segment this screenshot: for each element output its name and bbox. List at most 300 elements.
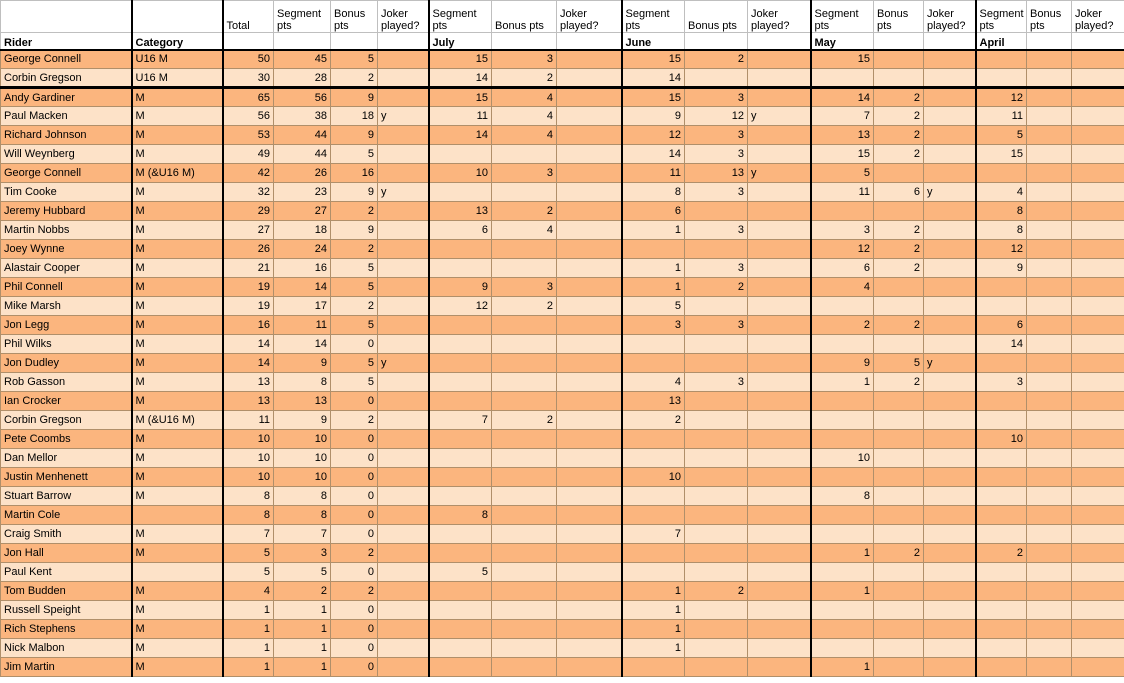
points-cell: 9 [274, 354, 331, 373]
points-cell [1027, 506, 1072, 525]
points-cell [492, 183, 557, 202]
points-cell [685, 202, 748, 221]
points-cell [378, 335, 429, 354]
points-cell: 50 [223, 50, 274, 69]
points-cell [492, 544, 557, 563]
points-cell [492, 601, 557, 620]
table-row [1, 392, 1124, 411]
table-row [1, 107, 1124, 126]
rider-cell: Martin Cole [1, 506, 132, 525]
points-cell: 2 [331, 582, 378, 601]
points-cell [685, 468, 748, 487]
rider-cell: Corbin Gregson [1, 69, 132, 88]
points-cell [748, 506, 811, 525]
points-cell [1072, 449, 1124, 468]
points-cell [1027, 658, 1072, 677]
points-cell [622, 544, 685, 563]
points-cell [1072, 69, 1124, 88]
points-cell [874, 620, 924, 639]
points-cell [378, 639, 429, 658]
table-body [1, 50, 1124, 677]
points-cell [1027, 88, 1072, 107]
points-cell [1027, 126, 1072, 145]
points-cell [557, 468, 622, 487]
header-cell: Joker played? [557, 1, 622, 33]
rider-cell: Martin Nobbs [1, 221, 132, 240]
rider-cell: Nick Malbon [1, 639, 132, 658]
table-row [1, 487, 1124, 506]
points-cell: 1 [811, 373, 874, 392]
points-cell [1072, 335, 1124, 354]
points-cell [1027, 164, 1072, 183]
points-cell: 3 [685, 373, 748, 392]
points-cell [924, 449, 976, 468]
points-cell [622, 240, 685, 259]
points-cell [1072, 107, 1124, 126]
points-cell [429, 316, 492, 335]
points-cell: 19 [223, 297, 274, 316]
points-cell: 12 [811, 240, 874, 259]
points-cell [976, 620, 1027, 639]
points-cell: 8 [976, 202, 1027, 221]
table-row [1, 563, 1124, 582]
points-cell: 3 [492, 164, 557, 183]
points-cell [1072, 145, 1124, 164]
points-cell [378, 297, 429, 316]
points-cell [429, 145, 492, 164]
points-cell [622, 506, 685, 525]
points-cell: 5 [331, 259, 378, 278]
points-cell: 13 [429, 202, 492, 221]
points-cell: 2 [331, 411, 378, 430]
points-cell: 8 [274, 373, 331, 392]
points-cell: 0 [331, 525, 378, 544]
points-cell [557, 221, 622, 240]
points-cell [976, 354, 1027, 373]
rider-cell: George Connell [1, 164, 132, 183]
points-cell: 10 [274, 430, 331, 449]
points-cell [492, 582, 557, 601]
points-cell [748, 88, 811, 107]
points-cell: 15 [811, 50, 874, 69]
points-cell [874, 563, 924, 582]
table-row [1, 601, 1124, 620]
points-cell [874, 392, 924, 411]
table-row [1, 506, 1124, 525]
points-cell: 10 [811, 449, 874, 468]
points-cell [622, 563, 685, 582]
points-cell [429, 525, 492, 544]
header-cell: Segment pts [622, 1, 685, 33]
points-cell [1027, 449, 1072, 468]
points-cell [492, 487, 557, 506]
points-cell [1072, 259, 1124, 278]
points-cell [1027, 620, 1072, 639]
points-cell: 14 [223, 335, 274, 354]
points-cell [1072, 278, 1124, 297]
points-cell: 13 [274, 392, 331, 411]
table-row [1, 316, 1124, 335]
category-cell [132, 563, 223, 582]
category-cell: M [132, 183, 223, 202]
header-row [1, 33, 1124, 50]
points-cell [557, 392, 622, 411]
points-cell [1027, 145, 1072, 164]
points-cell [976, 69, 1027, 88]
points-cell [557, 525, 622, 544]
table-row [1, 259, 1124, 278]
points-cell [685, 430, 748, 449]
points-cell [557, 506, 622, 525]
points-cell: y [924, 183, 976, 202]
points-cell [557, 335, 622, 354]
rider-cell: Phil Connell [1, 278, 132, 297]
points-cell [378, 278, 429, 297]
points-cell [1072, 392, 1124, 411]
points-cell [874, 202, 924, 221]
points-cell [1027, 582, 1072, 601]
points-cell [924, 145, 976, 164]
points-cell: 42 [223, 164, 274, 183]
rider-cell: Will Weynberg [1, 145, 132, 164]
points-cell [874, 601, 924, 620]
header-cell: Bonus pts [874, 1, 924, 33]
points-cell [492, 240, 557, 259]
points-cell: 7 [429, 411, 492, 430]
points-cell: 5 [274, 563, 331, 582]
points-cell: 1 [223, 620, 274, 639]
points-cell: 16 [331, 164, 378, 183]
points-cell [748, 240, 811, 259]
points-cell [1027, 202, 1072, 221]
table-row [1, 468, 1124, 487]
points-cell [1072, 373, 1124, 392]
points-cell [924, 335, 976, 354]
points-cell [1072, 50, 1124, 69]
header-cell [1, 1, 132, 33]
points-cell [378, 525, 429, 544]
points-cell [685, 335, 748, 354]
points-cell: 27 [223, 221, 274, 240]
table-row [1, 639, 1124, 658]
rider-cell: Jim Martin [1, 658, 132, 677]
points-cell [1072, 487, 1124, 506]
points-cell [1027, 50, 1072, 69]
points-cell [748, 582, 811, 601]
category-cell: M [132, 392, 223, 411]
points-cell [874, 468, 924, 487]
points-cell [557, 582, 622, 601]
points-cell: 8 [223, 506, 274, 525]
points-cell [976, 506, 1027, 525]
points-cell [685, 639, 748, 658]
points-cell: 7 [622, 525, 685, 544]
points-cell: 6 [976, 316, 1027, 335]
points-cell: 1 [223, 639, 274, 658]
points-cell [748, 563, 811, 582]
category-cell: M [132, 259, 223, 278]
points-cell: 4 [622, 373, 685, 392]
points-cell: 10 [976, 430, 1027, 449]
points-cell: 5 [331, 278, 378, 297]
points-cell: 11 [622, 164, 685, 183]
header-cell [924, 33, 976, 50]
points-cell [924, 411, 976, 430]
points-cell: 2 [874, 107, 924, 126]
points-cell [924, 506, 976, 525]
points-cell [429, 354, 492, 373]
points-cell: 0 [331, 335, 378, 354]
rider-cell: Pete Coombs [1, 430, 132, 449]
rider-cell: Alastair Cooper [1, 259, 132, 278]
points-cell: 6 [811, 259, 874, 278]
points-cell: 2 [874, 88, 924, 107]
points-cell [976, 639, 1027, 658]
rider-cell: Craig Smith [1, 525, 132, 544]
points-cell: 8 [976, 221, 1027, 240]
points-cell: 1 [622, 620, 685, 639]
category-cell: M [132, 544, 223, 563]
points-cell [622, 430, 685, 449]
points-cell: 49 [223, 145, 274, 164]
points-cell: 5 [976, 126, 1027, 145]
points-cell: 0 [331, 601, 378, 620]
points-cell [811, 601, 874, 620]
points-cell: 11 [223, 411, 274, 430]
points-cell [811, 411, 874, 430]
header-cell: Bonus pts [331, 1, 378, 33]
header-cell: June [622, 33, 685, 50]
points-cell [429, 468, 492, 487]
points-cell [1072, 202, 1124, 221]
header-cell: Rider [1, 33, 132, 50]
points-cell: 3 [685, 259, 748, 278]
points-cell [378, 563, 429, 582]
category-cell: M [132, 582, 223, 601]
points-cell [924, 107, 976, 126]
points-cell [748, 392, 811, 411]
points-cell: 1 [622, 259, 685, 278]
points-cell [924, 620, 976, 639]
points-cell [557, 278, 622, 297]
rider-cell: Jeremy Hubbard [1, 202, 132, 221]
points-cell [924, 259, 976, 278]
points-cell [378, 620, 429, 639]
points-cell: 6 [874, 183, 924, 202]
points-cell: 2 [331, 69, 378, 88]
points-cell [1072, 183, 1124, 202]
points-cell [748, 278, 811, 297]
points-cell: 10 [223, 468, 274, 487]
points-cell: 24 [274, 240, 331, 259]
points-cell: 13 [223, 392, 274, 411]
rider-cell: Ian Crocker [1, 392, 132, 411]
points-cell [378, 582, 429, 601]
points-cell [685, 620, 748, 639]
points-cell: 56 [274, 88, 331, 107]
points-cell [924, 487, 976, 506]
points-cell: 0 [331, 487, 378, 506]
points-cell [685, 297, 748, 316]
points-cell: 2 [331, 297, 378, 316]
rider-cell: Jon Legg [1, 316, 132, 335]
points-cell [1072, 468, 1124, 487]
points-cell: 0 [331, 506, 378, 525]
points-cell [685, 525, 748, 544]
points-cell [748, 373, 811, 392]
table-row [1, 373, 1124, 392]
points-cell [1027, 468, 1072, 487]
points-cell [378, 88, 429, 107]
points-cell [1027, 297, 1072, 316]
table-header [1, 1, 1124, 50]
points-cell [748, 50, 811, 69]
header-cell [557, 33, 622, 50]
table-row [1, 297, 1124, 316]
points-cell [1027, 601, 1072, 620]
points-cell [557, 316, 622, 335]
points-cell [492, 639, 557, 658]
points-cell [429, 601, 492, 620]
points-cell [976, 411, 1027, 430]
points-cell [1027, 544, 1072, 563]
header-cell: Segment pts [976, 1, 1027, 33]
points-cell [685, 449, 748, 468]
rider-cell: Jon Dudley [1, 354, 132, 373]
points-cell: 3 [492, 50, 557, 69]
points-cell: 9 [331, 221, 378, 240]
points-cell: 0 [331, 620, 378, 639]
table-row [1, 240, 1124, 259]
points-cell [685, 354, 748, 373]
points-cell [492, 525, 557, 544]
points-cell [874, 658, 924, 677]
points-cell [874, 506, 924, 525]
points-cell: 12 [622, 126, 685, 145]
points-cell [874, 411, 924, 430]
points-cell: 3 [492, 278, 557, 297]
points-cell [378, 69, 429, 88]
points-cell [874, 164, 924, 183]
points-cell [557, 202, 622, 221]
rider-cell: Phil Wilks [1, 335, 132, 354]
points-cell [976, 658, 1027, 677]
points-cell [492, 563, 557, 582]
points-cell [378, 50, 429, 69]
points-cell: 3 [685, 221, 748, 240]
category-cell: M [132, 601, 223, 620]
points-cell: 12 [685, 107, 748, 126]
category-cell: M [132, 126, 223, 145]
points-cell: 5 [811, 164, 874, 183]
table-row [1, 430, 1124, 449]
points-cell: 2 [331, 544, 378, 563]
header-cell: Joker played? [1072, 1, 1124, 33]
points-cell: 0 [331, 563, 378, 582]
points-cell [748, 639, 811, 658]
points-cell [1072, 658, 1124, 677]
points-cell [492, 316, 557, 335]
points-cell [748, 468, 811, 487]
points-cell [924, 221, 976, 240]
points-cell [1072, 582, 1124, 601]
points-cell: 5 [331, 145, 378, 164]
points-cell: 4 [492, 126, 557, 145]
points-cell [1072, 620, 1124, 639]
points-cell: 1 [811, 544, 874, 563]
points-cell [874, 335, 924, 354]
points-cell: 2 [331, 202, 378, 221]
points-cell [748, 620, 811, 639]
points-cell [748, 658, 811, 677]
points-cell: 5 [223, 544, 274, 563]
points-cell: 2 [874, 544, 924, 563]
table-row [1, 164, 1124, 183]
points-cell [874, 297, 924, 316]
points-cell [1027, 373, 1072, 392]
points-cell: 2 [492, 297, 557, 316]
points-cell [492, 145, 557, 164]
points-cell: 8 [811, 487, 874, 506]
points-cell [557, 620, 622, 639]
points-cell [557, 240, 622, 259]
points-cell [924, 468, 976, 487]
points-cell [685, 240, 748, 259]
points-cell: 14 [976, 335, 1027, 354]
points-cell [622, 487, 685, 506]
points-cell [748, 525, 811, 544]
category-cell: M [132, 468, 223, 487]
points-cell [874, 430, 924, 449]
header-cell: Segment pts [274, 1, 331, 33]
table-row [1, 525, 1124, 544]
points-cell: 3 [274, 544, 331, 563]
points-cell: 3 [622, 316, 685, 335]
points-cell [748, 259, 811, 278]
points-cell [622, 658, 685, 677]
points-cell [378, 506, 429, 525]
category-cell [132, 506, 223, 525]
points-cell [748, 544, 811, 563]
points-cell [748, 183, 811, 202]
points-cell [429, 373, 492, 392]
points-cell [748, 335, 811, 354]
points-cell [378, 487, 429, 506]
points-cell: 14 [429, 126, 492, 145]
category-cell: M [132, 107, 223, 126]
points-cell [492, 658, 557, 677]
header-cell [1072, 33, 1124, 50]
points-cell [811, 620, 874, 639]
points-cell: 29 [223, 202, 274, 221]
points-cell: 10 [274, 468, 331, 487]
table-row [1, 183, 1124, 202]
points-cell [378, 658, 429, 677]
points-cell [492, 354, 557, 373]
points-cell [557, 411, 622, 430]
points-cell [874, 487, 924, 506]
points-cell: 2 [874, 221, 924, 240]
points-cell: 1 [274, 601, 331, 620]
points-cell [748, 126, 811, 145]
points-cell: 5 [622, 297, 685, 316]
table-row [1, 221, 1124, 240]
points-cell: 4 [223, 582, 274, 601]
points-cell [1027, 259, 1072, 278]
points-cell: 2 [874, 373, 924, 392]
header-cell [874, 33, 924, 50]
points-cell: 4 [492, 88, 557, 107]
